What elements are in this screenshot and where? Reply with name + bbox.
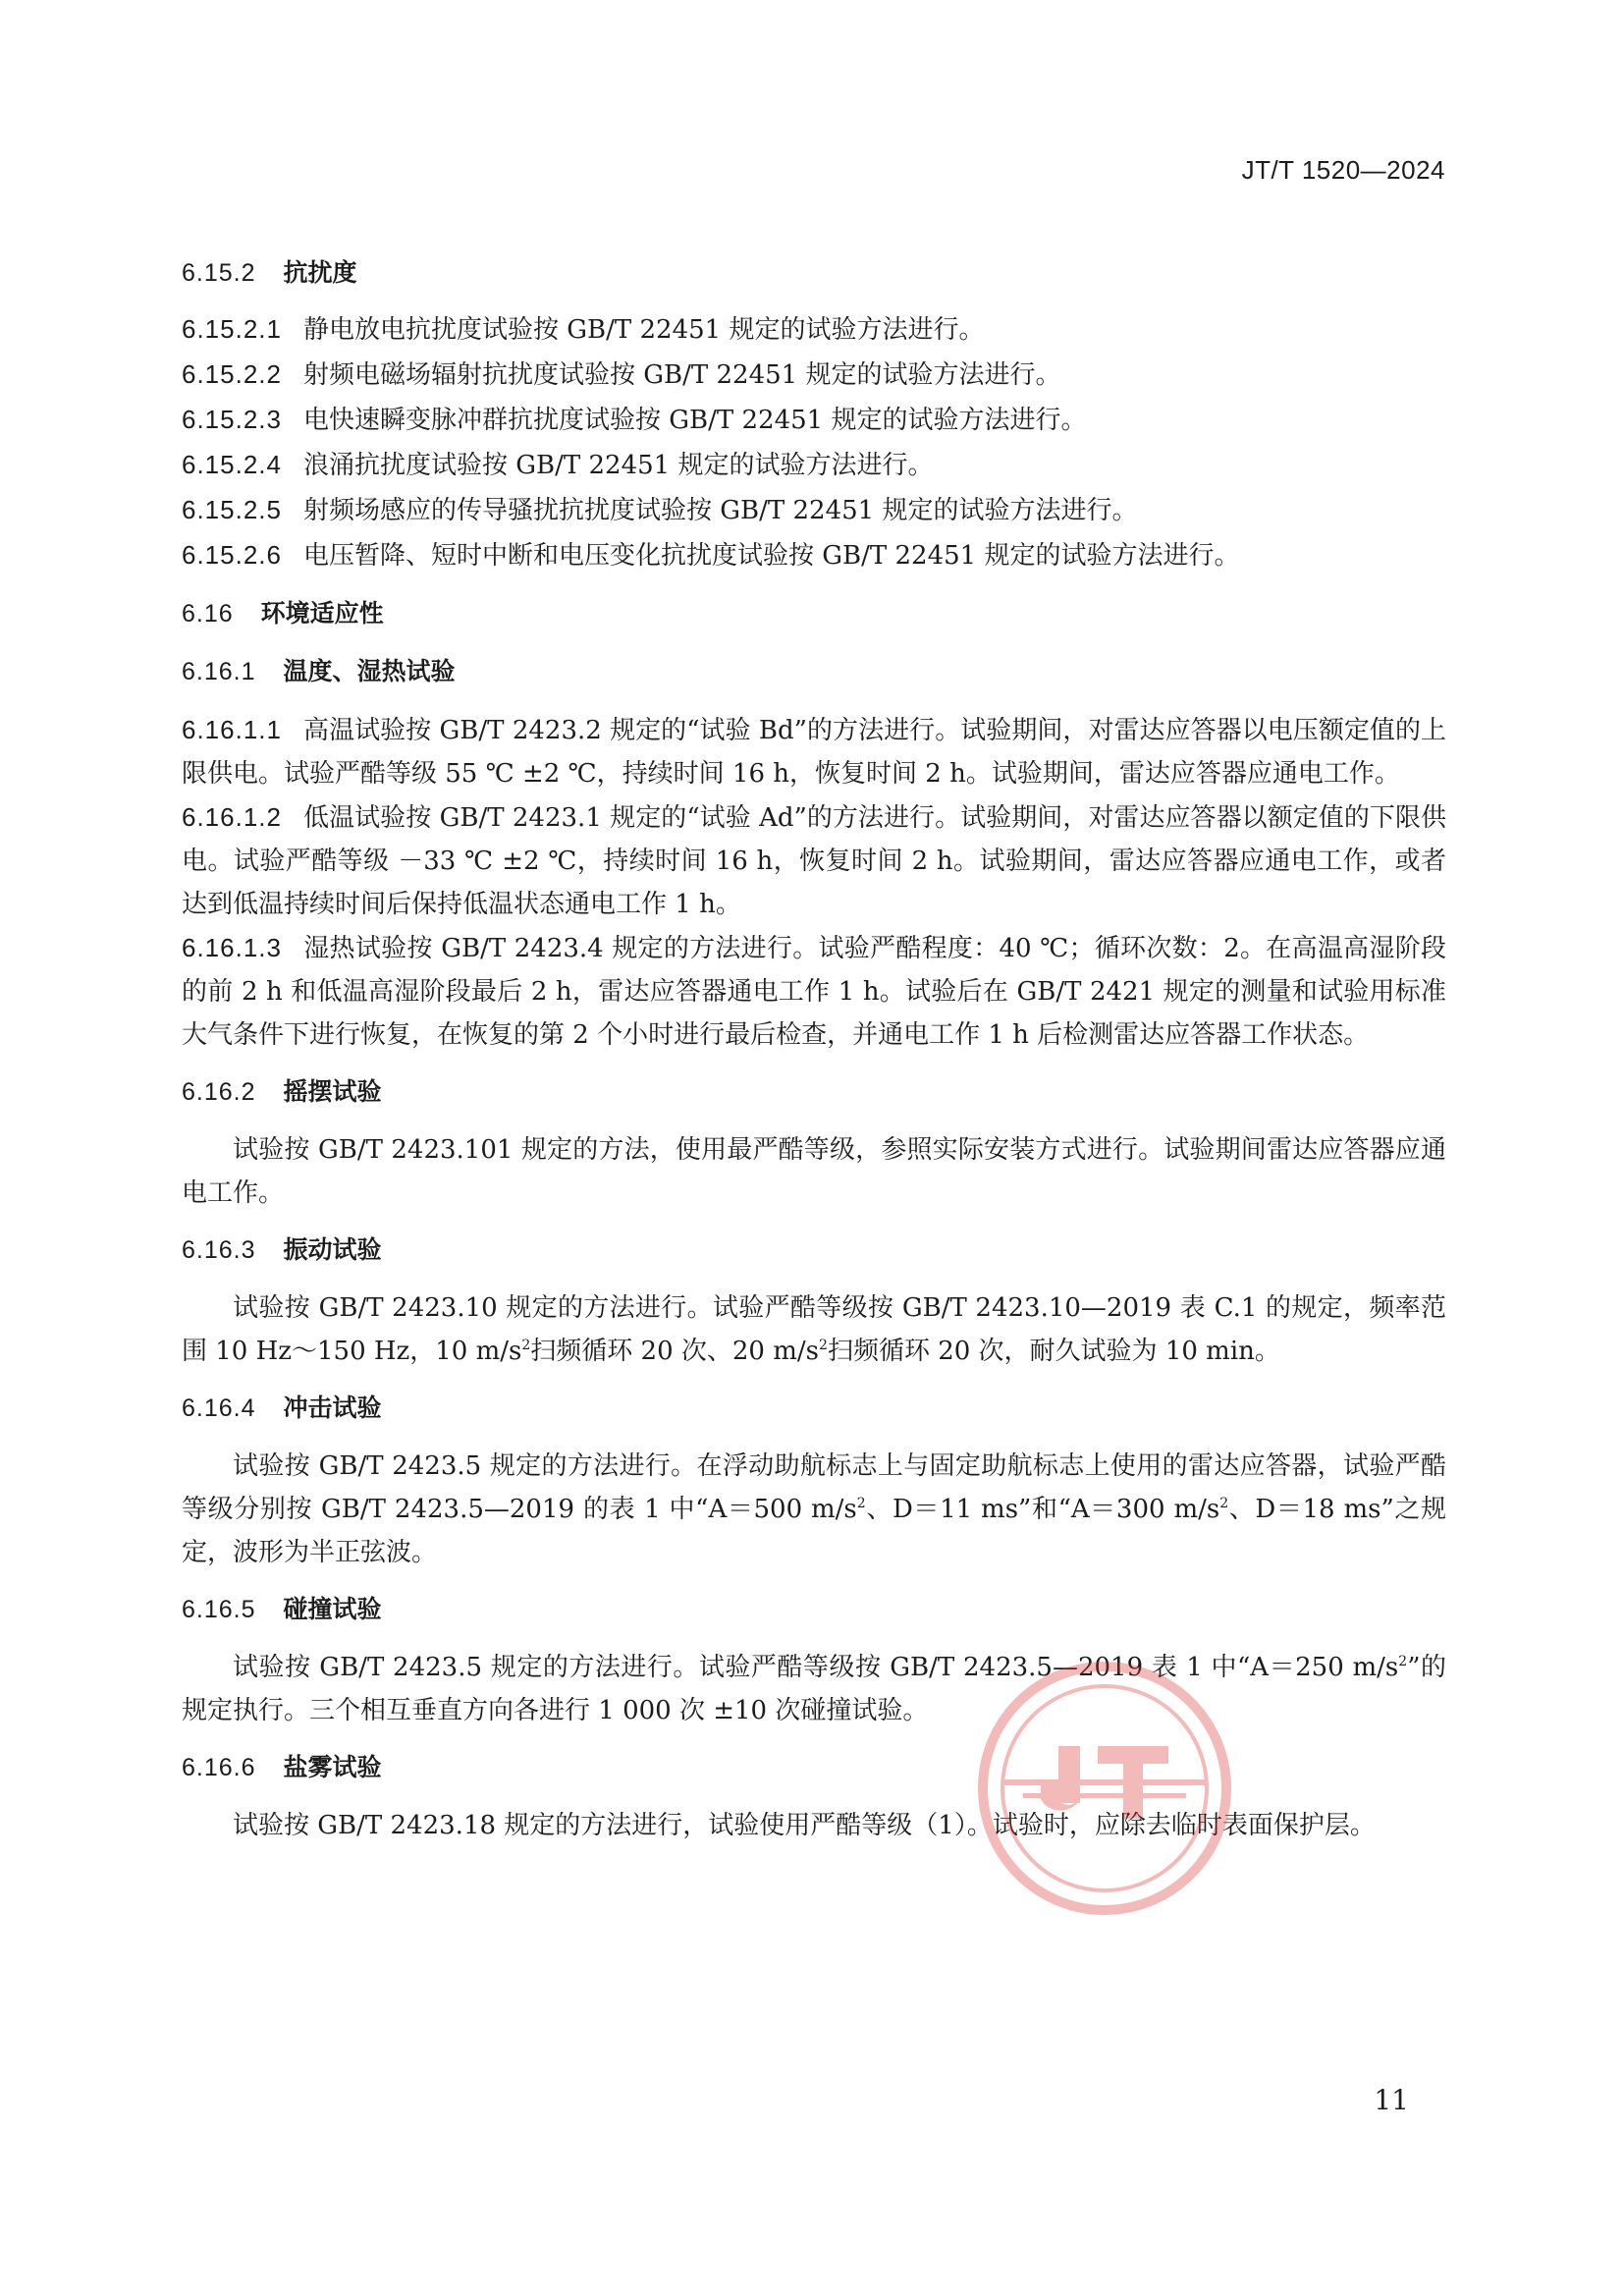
clause-6-16-1-2 xyxy=(182,795,1446,926)
clause-text: 静电放电抗扰度试验按 GB/T 22451 规定的试验方法进行。 xyxy=(302,315,985,345)
clause-6-15-2-6 xyxy=(182,533,1446,578)
section-number: 6.16.4 xyxy=(182,1394,256,1422)
clause-list-6-15-2 xyxy=(182,307,1446,578)
section-heading-6-16-5 xyxy=(182,1588,1446,1632)
clause-text: 射频电磁场辐射抗扰度试验按 GB/T 22451 规定的试验方法进行。 xyxy=(302,360,1061,390)
clause-number: 6.15.2.1 xyxy=(182,314,282,344)
section-title: 环境适应性 xyxy=(260,600,384,628)
clause-text: 射频场感应的传导骚扰抗扰度试验按 GB/T 22451 规定的试验方法进行。 xyxy=(302,496,1138,525)
clause-number: 6.16.1.1 xyxy=(182,715,282,744)
section-title: 温度、湿热试验 xyxy=(283,658,456,685)
section-title: 盐雾试验 xyxy=(283,1754,382,1781)
paragraph-text: 扫频循环 20 次、20 m/s xyxy=(530,1337,820,1366)
section-number: 6.15.2 xyxy=(182,259,256,287)
superscript: 2 xyxy=(1219,1496,1229,1511)
clause-6-16-1-1 xyxy=(182,708,1446,795)
content-body xyxy=(182,251,1446,1847)
clause-number: 6.16.1.2 xyxy=(182,802,282,832)
section-heading-6-16-1 xyxy=(182,650,1446,694)
section-heading-6-16 xyxy=(182,592,1446,636)
clause-6-15-2-4 xyxy=(182,443,1446,488)
clause-number: 6.15.2.4 xyxy=(182,450,282,479)
clause-6-15-2-3 xyxy=(182,398,1446,443)
section-title: 振动试验 xyxy=(283,1236,382,1264)
clause-6-15-2-1 xyxy=(182,307,1446,353)
section-number: 6.16.3 xyxy=(182,1236,256,1264)
paragraph-text: 、D＝18 ms”之规定，波形为半正弦波。 xyxy=(182,1495,1447,1567)
clause-text: 电压暂降、短时中断和电压变化抗扰度试验按 GB/T 22451 规定的试验方法进行。 xyxy=(302,541,1240,571)
page-number: 11 xyxy=(1374,2084,1409,2116)
clause-text: 浪涌抗扰度试验按 GB/T 22451 规定的试验方法进行。 xyxy=(302,451,934,480)
section-heading-6-15-2 xyxy=(182,251,1446,296)
section-number: 6.16 xyxy=(182,600,234,628)
section-title: 冲击试验 xyxy=(283,1394,382,1422)
section-number: 6.16.6 xyxy=(182,1754,256,1781)
paragraph-6-16-5 xyxy=(182,1646,1446,1732)
jt-stamp-logo xyxy=(972,1656,1237,1921)
paragraph-text: 、D＝11 ms”和“A＝300 m/s xyxy=(865,1495,1220,1524)
section-title: 摇摆试验 xyxy=(283,1078,382,1106)
paragraph-6-16-6: 试验按 GB/T 2423.18 规定的方法进行，试验使用严酷等级（1）。试验时，应除去临时表面保护层。 xyxy=(233,1811,1376,1840)
paragraph-text: ”的规定执行。三个相互垂直方向各进行 1 000 次 ±10 次碰撞试验。 xyxy=(182,1653,1447,1725)
clause-text: 高温试验按 GB/T 2423.2 规定的“试验 Bd”的方法进行。试验期间，对雷达应答器以电压额定值的上限供电。试验严酷等级 55 ℃ ±2 ℃，持续时间 16 h，恢复时间 2 h。试验期间，雷达应答器应通电工作。 xyxy=(182,716,1446,789)
superscript: 2 xyxy=(521,1338,531,1353)
paragraph-6-16-4 xyxy=(182,1445,1446,1574)
clause-number: 6.15.2.5 xyxy=(182,495,282,524)
clause-6-15-2-2 xyxy=(182,353,1446,398)
paragraph-text: 试验按 GB/T 2423.5 规定的方法进行。试验严酷等级按 GB/T 2423.5—2019 表 1 中“A＝250 m/s xyxy=(233,1653,1399,1682)
clause-6-15-2-5 xyxy=(182,488,1446,533)
paragraph-6-16-2: 试验按 GB/T 2423.101 规定的方法，使用最严酷等级，参照实际安装方式进行。试验期间雷达应答器应通电工作。 xyxy=(182,1135,1446,1208)
section-heading-6-16-2 xyxy=(182,1070,1446,1115)
paragraph-text: 试验按 GB/T 2423.5 规定的方法进行。在浮动助航标志上与固定助航标志上使用的雷达应答器，试验严酷等级分别按 GB/T 2423.5—2019 的表 1 中“A＝500 m/s xyxy=(182,1451,1446,1524)
clause-text: 湿热试验按 GB/T 2423.4 规定的方法进行。试验严酷程度：40 ℃；循环次数：2。在高温高湿阶段的前 2 h 和低温高湿阶段最后 2 h，雷达应答器通电工作 1 h。试验后在 GB/T 2421 规定的测量和试验用标准大气条件下进行恢复，在恢复的第 2 个小时进行最后检查，并通电工作 1 h 后检测雷达应答器工作状态。 xyxy=(182,934,1446,1050)
section-title: 碰撞试验 xyxy=(283,1596,382,1623)
section-title: 抗扰度 xyxy=(283,259,357,287)
superscript: 2 xyxy=(856,1496,866,1511)
standard-code: JT/T 1520—2024 xyxy=(1241,155,1445,185)
clause-text: 电快速瞬变脉冲群抗扰度试验按 GB/T 22451 规定的试验方法进行。 xyxy=(302,406,1087,435)
clause-number: 6.15.2.2 xyxy=(182,359,282,389)
clause-text: 低温试验按 GB/T 2423.1 规定的“试验 Ad”的方法进行。试验期间，对雷达应答器以额定值的下限供电。试验严酷等级 －33 ℃ ±2 ℃，持续时间 16 h，恢复时间 2 h。试验期间，雷达应答器应通电工作，或者达到低温持续时间后保持低温状态通电工作 1 h。 xyxy=(182,803,1446,919)
paragraph-text: 扫频循环 20 次，耐久试验为 10 min。 xyxy=(827,1337,1280,1366)
clause-number: 6.15.2.3 xyxy=(182,405,282,434)
section-number: 6.16.2 xyxy=(182,1078,256,1106)
section-number: 6.16.1 xyxy=(182,658,256,685)
section-heading-6-16-4 xyxy=(182,1387,1446,1431)
section-heading-6-16-3 xyxy=(182,1229,1446,1273)
paragraph-text: 试验按 GB/T 2423.10 规定的方法进行。试验严酷等级按 GB/T 2423.10—2019 表 C.1 的规定，频率范围 10 Hz～150 Hz，10 m/s xyxy=(182,1293,1446,1366)
paragraph-6-16-3 xyxy=(182,1286,1446,1373)
superscript: 2 xyxy=(819,1338,828,1353)
clause-number: 6.16.1.3 xyxy=(182,933,282,962)
clause-number: 6.15.2.6 xyxy=(182,540,282,570)
section-heading-6-16-6 xyxy=(182,1746,1446,1790)
clause-6-16-1-3 xyxy=(182,926,1446,1057)
superscript: 2 xyxy=(1398,1654,1408,1669)
section-number: 6.16.5 xyxy=(182,1596,256,1623)
